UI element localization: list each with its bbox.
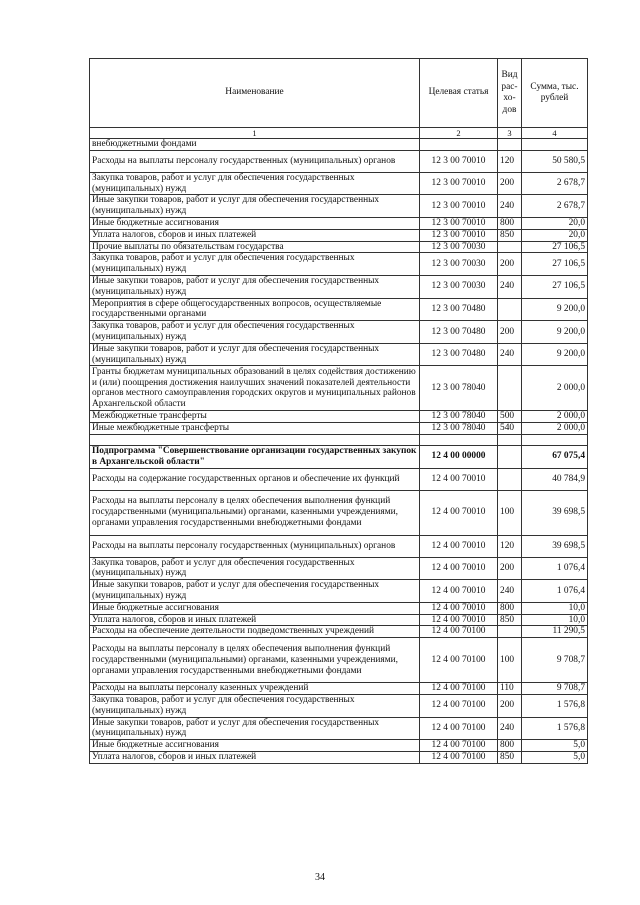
cell-target: 12 3 00 70480 — [420, 343, 498, 366]
table-row — [90, 434, 588, 445]
cell-sum: 1 576,8 — [522, 694, 588, 717]
cell-name: Закупка товаров, работ и услуг для обеспечения государственных (муниципальных) нужд — [90, 253, 420, 276]
column-number: 1 — [90, 128, 420, 139]
table-row — [90, 241, 588, 253]
table-row — [90, 535, 588, 557]
cell-target: 12 4 00 70100 — [420, 638, 498, 683]
header-name: Наименование — [90, 59, 420, 128]
cell-kind: 110 — [498, 683, 522, 695]
cell-target: 12 3 00 70010 — [420, 217, 498, 229]
cell-target: 12 3 00 70010 — [420, 229, 498, 241]
cell-target: 12 3 00 78040 — [420, 411, 498, 423]
table-row — [90, 490, 588, 535]
cell-target: 12 3 00 70030 — [420, 241, 498, 253]
table-row — [90, 298, 588, 321]
cell-sum: 2 000,0 — [522, 423, 588, 435]
cell-sum: 9 708,7 — [522, 638, 588, 683]
cell-name: Уплата налогов, сборов и иных платежей — [90, 751, 420, 763]
table-row — [90, 366, 588, 411]
cell-kind: 200 — [498, 321, 522, 344]
column-number: 3 — [498, 128, 522, 139]
cell-name: Закупка товаров, работ и услуг для обеспечения государственных (муниципальных) нужд — [90, 694, 420, 717]
cell-target: 12 3 00 78040 — [420, 366, 498, 411]
table-row — [90, 172, 588, 195]
cell-name: Расходы на выплаты персоналу в целях обеспечения выполнения функций государственными (муниципальными) органами, казенными учреждениями, органами управления государственными внебюджетными фондами — [90, 490, 420, 535]
cell-target: 12 3 00 78040 — [420, 423, 498, 435]
cell-kind — [498, 626, 522, 638]
cell-name: Закупка товаров, работ и услуг для обеспечения государственных (муниципальных) нужд — [90, 557, 420, 580]
cell-kind: 240 — [498, 580, 522, 603]
cell-kind: 800 — [498, 217, 522, 229]
cell-kind — [498, 241, 522, 253]
cell-sum: 50 580,5 — [522, 150, 588, 172]
cell-name: Гранты бюджетам муниципальных образований в целях содействия достижению и (или) поощрения достижения наилучших значений показателей деятельности органов местного самоуправления городских округов и муниципальных районов Архангельской области — [90, 366, 420, 411]
table-row — [90, 321, 588, 344]
cell-sum: 20,0 — [522, 217, 588, 229]
cell-target: 12 4 00 70100 — [420, 694, 498, 717]
cell-kind: 200 — [498, 557, 522, 580]
table-row — [90, 580, 588, 603]
header-target: Целевая статья — [420, 59, 498, 128]
table-row — [90, 638, 588, 683]
cell-kind — [498, 434, 522, 445]
budget-table — [89, 58, 588, 764]
cell-kind: 240 — [498, 343, 522, 366]
cell-name: Закупка товаров, работ и услуг для обеспечения государственных (муниципальных) нужд — [90, 321, 420, 344]
cell-sum: 1 076,4 — [522, 557, 588, 580]
cell-sum: 9 200,0 — [522, 343, 588, 366]
column-numbering-row — [90, 128, 588, 139]
cell-kind: 200 — [498, 694, 522, 717]
table-row — [90, 683, 588, 695]
cell-name: Расходы на выплаты персоналу государственных (муниципальных) органов — [90, 150, 420, 172]
cell-kind — [498, 298, 522, 321]
cell-sum: 39 698,5 — [522, 490, 588, 535]
cell-name: Расходы на выплаты персоналу государственных (муниципальных) органов — [90, 535, 420, 557]
cell-sum: 2 678,7 — [522, 195, 588, 218]
header-kind: Вид рас-хо-дов — [498, 59, 522, 128]
cell-name: Иные бюджетные ассигнования — [90, 602, 420, 614]
cell-sum: 27 106,5 — [522, 253, 588, 276]
cell-kind: 200 — [498, 172, 522, 195]
table-row — [90, 275, 588, 298]
cell-sum: 27 106,5 — [522, 241, 588, 253]
cell-sum: 2 678,7 — [522, 172, 588, 195]
table-row — [90, 626, 588, 638]
cell-target: 12 4 00 70010 — [420, 468, 498, 490]
cell-target: 12 4 00 70100 — [420, 717, 498, 740]
cell-kind: 100 — [498, 638, 522, 683]
page-number: 34 — [315, 872, 325, 883]
cell-name: Иные межбюджетные трансферты — [90, 423, 420, 435]
cell-kind: 120 — [498, 535, 522, 557]
table-row — [90, 717, 588, 740]
cell-target: 12 4 00 70010 — [420, 614, 498, 626]
column-number: 4 — [522, 128, 588, 139]
cell-sum: 20,0 — [522, 229, 588, 241]
cell-kind: 240 — [498, 717, 522, 740]
cell-kind: 500 — [498, 411, 522, 423]
column-number: 2 — [420, 128, 498, 139]
cell-target — [420, 434, 498, 445]
cell-name: Расходы на выплаты персоналу казенных учреждений — [90, 683, 420, 695]
cell-kind — [498, 139, 522, 151]
cell-sum: 2 000,0 — [522, 366, 588, 411]
cell-sum: 5,0 — [522, 751, 588, 763]
table-row — [90, 557, 588, 580]
cell-kind: 240 — [498, 275, 522, 298]
table-row — [90, 229, 588, 241]
cell-name: Уплата налогов, сборов и иных платежей — [90, 229, 420, 241]
cell-sum: 2 000,0 — [522, 411, 588, 423]
table-body — [90, 59, 588, 764]
cell-kind — [498, 366, 522, 411]
cell-kind: 200 — [498, 253, 522, 276]
cell-target: 12 3 00 70480 — [420, 321, 498, 344]
table-row — [90, 195, 588, 218]
cell-sum: 1 076,4 — [522, 580, 588, 603]
cell-target: 12 3 00 70010 — [420, 195, 498, 218]
cell-kind — [498, 468, 522, 490]
table-row — [90, 445, 588, 468]
cell-target: 12 4 00 70100 — [420, 626, 498, 638]
cell-name: Иные закупки товаров, работ и услуг для обеспечения государственных (муниципальных) нужд — [90, 580, 420, 603]
table-row — [90, 423, 588, 435]
table-row — [90, 614, 588, 626]
cell-sum: 10,0 — [522, 614, 588, 626]
table-row — [90, 217, 588, 229]
cell-kind: 120 — [498, 150, 522, 172]
cell-sum — [522, 434, 588, 445]
cell-kind: 800 — [498, 740, 522, 752]
cell-sum: 67 075,4 — [522, 445, 588, 468]
table-row — [90, 139, 588, 151]
cell-name: Закупка товаров, работ и услуг для обеспечения государственных (муниципальных) нужд — [90, 172, 420, 195]
cell-target: 12 4 00 70100 — [420, 751, 498, 763]
cell-sum: 27 106,5 — [522, 275, 588, 298]
table-row — [90, 602, 588, 614]
table-row — [90, 694, 588, 717]
cell-name: Межбюджетные трансферты — [90, 411, 420, 423]
cell-kind: 540 — [498, 423, 522, 435]
cell-target: 12 4 00 70010 — [420, 535, 498, 557]
cell-name: Иные бюджетные ассигнования — [90, 740, 420, 752]
cell-target: 12 4 00 70010 — [420, 602, 498, 614]
cell-sum: 39 698,5 — [522, 535, 588, 557]
cell-target: 12 3 00 70030 — [420, 253, 498, 276]
cell-target: 12 4 00 00000 — [420, 445, 498, 468]
cell-kind: 100 — [498, 490, 522, 535]
cell-target: 12 3 00 70010 — [420, 172, 498, 195]
cell-name: Иные бюджетные ассигнования — [90, 217, 420, 229]
cell-name — [90, 434, 420, 445]
table-row — [90, 468, 588, 490]
cell-target: 12 4 00 70010 — [420, 580, 498, 603]
table-row — [90, 740, 588, 752]
table-row — [90, 343, 588, 366]
cell-target — [420, 139, 498, 151]
cell-sum: 40 784,9 — [522, 468, 588, 490]
cell-sum: 1 576,8 — [522, 717, 588, 740]
cell-sum: 11 290,5 — [522, 626, 588, 638]
cell-target: 12 3 00 70480 — [420, 298, 498, 321]
cell-sum: 5,0 — [522, 740, 588, 752]
cell-kind: 800 — [498, 602, 522, 614]
cell-target: 12 4 00 70010 — [420, 557, 498, 580]
cell-kind: 240 — [498, 195, 522, 218]
cell-sum: 9 200,0 — [522, 321, 588, 344]
cell-target: 12 4 00 70100 — [420, 683, 498, 695]
cell-sum: 9 200,0 — [522, 298, 588, 321]
cell-name: Уплата налогов, сборов и иных платежей — [90, 614, 420, 626]
cell-target: 12 3 00 70010 — [420, 150, 498, 172]
cell-name: Расходы на выплаты персоналу в целях обеспечения выполнения функций государственными (муниципальными) органами, казенными учреждениями, органами управления государственными внебюджетными фондами — [90, 638, 420, 683]
cell-kind: 850 — [498, 229, 522, 241]
cell-name: Иные закупки товаров, работ и услуг для обеспечения государственных (муниципальных) нужд — [90, 343, 420, 366]
cell-name: внебюджетными фондами — [90, 139, 420, 151]
cell-name: Прочие выплаты по обязательствам государства — [90, 241, 420, 253]
cell-name: Расходы на обеспечение деятельности подведомственных учреждений — [90, 626, 420, 638]
table-row — [90, 411, 588, 423]
cell-target: 12 4 00 70100 — [420, 740, 498, 752]
table-row — [90, 253, 588, 276]
header-sum: Сумма, тыс. рублей — [522, 59, 588, 128]
cell-name: Мероприятия в сфере общегосударственных вопросов, осуществляемые государственными органами — [90, 298, 420, 321]
cell-sum: 9 708,7 — [522, 683, 588, 695]
cell-sum: 10,0 — [522, 602, 588, 614]
cell-kind — [498, 445, 522, 468]
cell-kind: 850 — [498, 751, 522, 763]
table-row — [90, 751, 588, 763]
cell-name: Подпрограмма "Совершенствование организации государственных закупок в Архангельской области" — [90, 445, 420, 468]
table-header-row — [90, 59, 588, 128]
cell-name: Иные закупки товаров, работ и услуг для обеспечения государственных (муниципальных) нужд — [90, 195, 420, 218]
cell-name: Иные закупки товаров, работ и услуг для обеспечения государственных (муниципальных) нужд — [90, 717, 420, 740]
cell-target: 12 4 00 70010 — [420, 490, 498, 535]
cell-kind: 850 — [498, 614, 522, 626]
cell-target: 12 3 00 70030 — [420, 275, 498, 298]
cell-name: Иные закупки товаров, работ и услуг для обеспечения государственных (муниципальных) нужд — [90, 275, 420, 298]
table-row — [90, 150, 588, 172]
cell-name: Расходы на содержание государственных органов и обеспечение их функций — [90, 468, 420, 490]
cell-sum — [522, 139, 588, 151]
